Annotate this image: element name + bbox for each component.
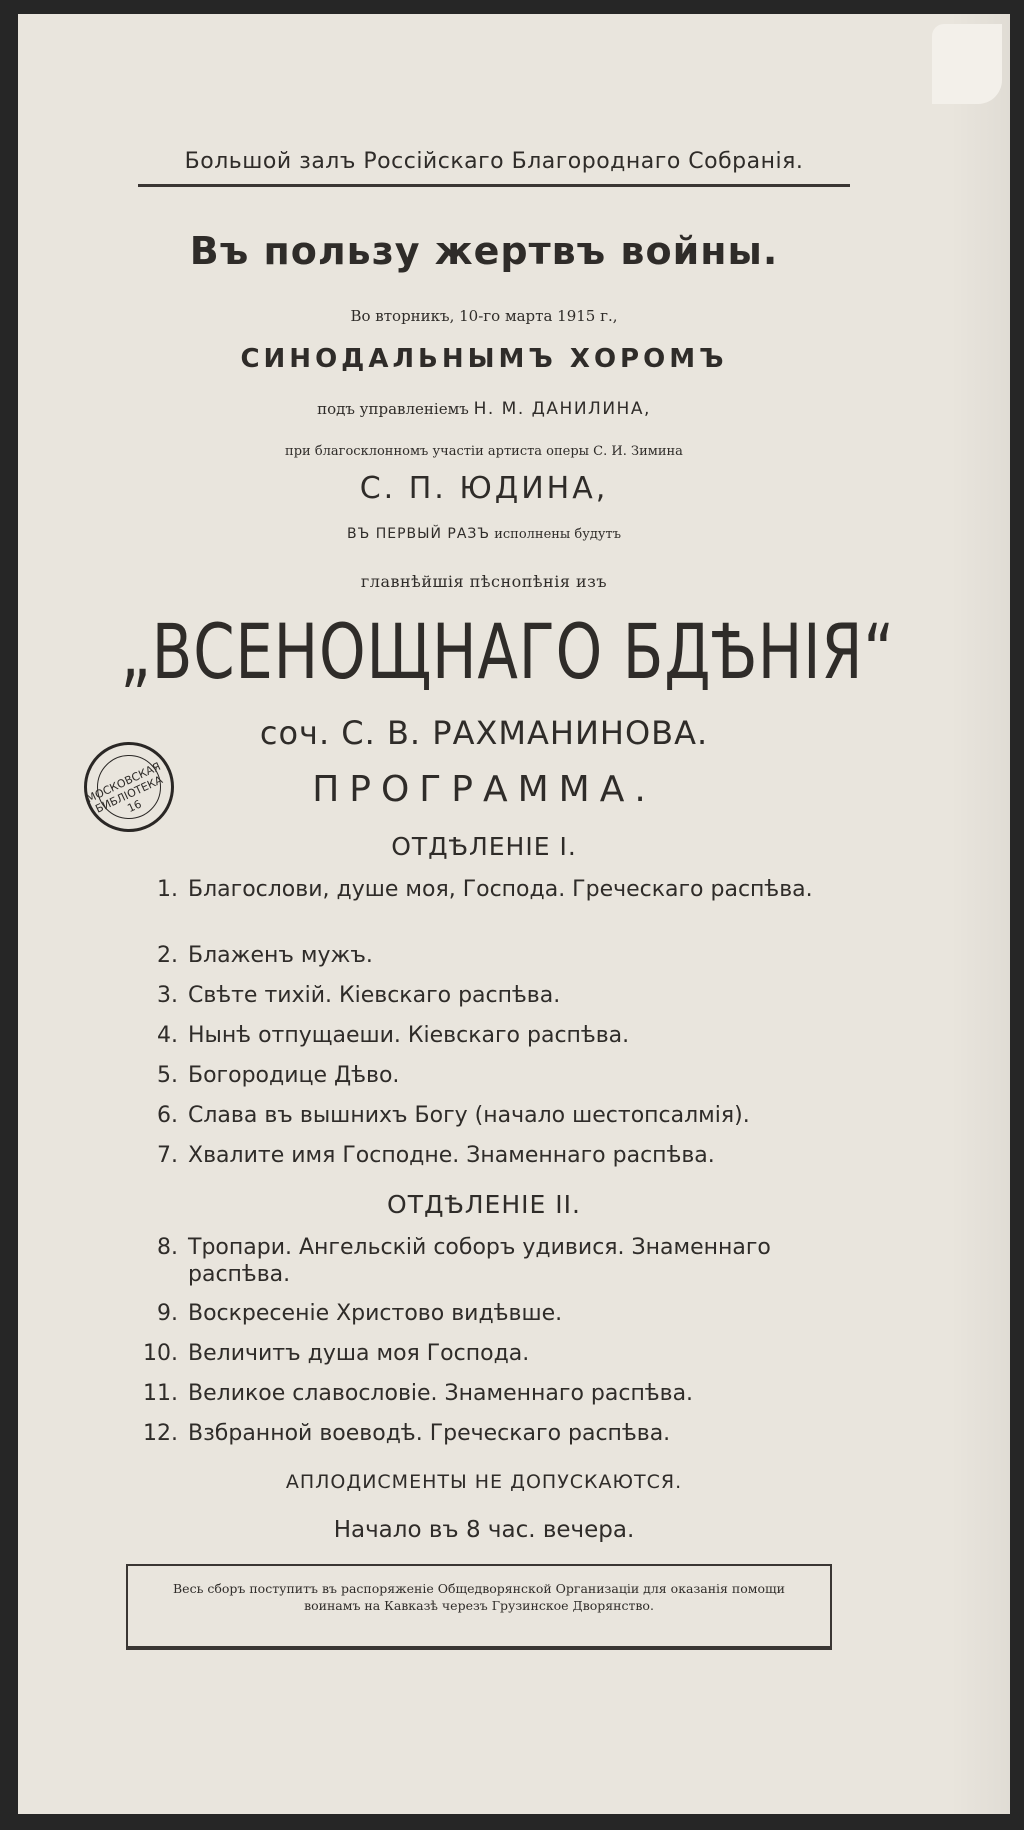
participation-line: при благосклонномъ участіи артиста оперы С. И. Зимина [285, 444, 683, 459]
venue-line: Большой залъ Россійскаго Благороднаго Собранія. [184, 149, 804, 174]
first-time-suffix: исполнены будутъ [494, 527, 621, 542]
program-item: 11. Великое славословіе. Знаменнаго распѣва. [143, 1381, 694, 1406]
conductor-line [18, 399, 950, 419]
conductor-prefix: подъ управленіемъ [317, 400, 469, 418]
program-sheet [18, 14, 1010, 1814]
benefit-heading: Въ пользу жертвъ войны. [189, 229, 779, 273]
chants-line: главнѣйшія пѣснопѣнія изъ [360, 572, 608, 591]
paper-edge-shade [950, 14, 1010, 1814]
work-title: „ВСЕНОЩНАГО БДѢНІЯ“ [120, 607, 895, 696]
first-time-line [18, 526, 950, 542]
proceeds-notice-text: Весь сборъ поступитъ въ распоряженіе Общедворянской Организаціи для оказанія помощи воинамъ на Кавказѣ черезъ Грузинское Дворянство. [173, 1581, 785, 1613]
date-line: Во вторникъ, 10-го марта 1915 г., [350, 307, 618, 325]
program-item: 6. Слава въ вышнихъ Богу (начало шестопсалмія). [157, 1103, 750, 1128]
section-2-heading: ОТДѢЛЕНІЕ II. [387, 1190, 581, 1219]
library-stamp [84, 742, 174, 832]
program-item: 1. Благослови, душе моя, Господа. Греческаго распѣва. [157, 877, 813, 902]
stamp-text: МОСКОВСКАЯ БИБЛІОТЕКА 16 [84, 759, 165, 816]
applause-notice: АПЛОДИСМЕНТЫ НЕ ДОПУСКАЮТСЯ. [285, 1471, 683, 1493]
program-item: 9. Воскресеніе Христово видѣвше. [157, 1301, 563, 1326]
start-time: Начало въ 8 час. вечера. [333, 1517, 635, 1543]
paper-corner [932, 24, 1002, 104]
program-heading: ПРОГРАММА. [312, 769, 656, 810]
program-item: 12. Взбранной воеводѣ. Греческаго распѣва. [143, 1421, 671, 1446]
program-item: 3. Свѣте тихій. Кіевскаго распѣва. [157, 983, 561, 1008]
section-1-heading: ОТДѢЛЕНІЕ I. [391, 832, 577, 861]
conductor-name: Н. М. ДАНИЛИНА, [473, 399, 651, 419]
choir-name: СИНОДАЛЬНЫМЪ ХОРОМЪ [240, 344, 728, 374]
program-item: 4. Нынѣ отпущаеши. Кіевскаго распѣва. [157, 1023, 630, 1048]
soloist-name: С. П. ЮДИНА, [359, 471, 609, 506]
program-item: 2. Блаженъ мужъ. [157, 943, 373, 968]
venue-rule [138, 184, 850, 187]
program-item: 7. Хвалите имя Господне. Знаменнаго распѣва. [157, 1143, 715, 1168]
program-item: 8. Тропари. Ангельскій соборъ удивися. Знаменнаго распѣва. [157, 1235, 771, 1287]
composer-line: соч. С. В. РАХМАНИНОВА. [259, 714, 709, 752]
program-item: 5. Богородице Дѣво. [157, 1063, 400, 1088]
first-time-prefix: ВЪ ПЕРВЫЙ РАЗЪ [347, 526, 491, 542]
proceeds-notice-box [126, 1564, 832, 1648]
program-item: 10. Величитъ душа моя Господа. [143, 1341, 530, 1366]
